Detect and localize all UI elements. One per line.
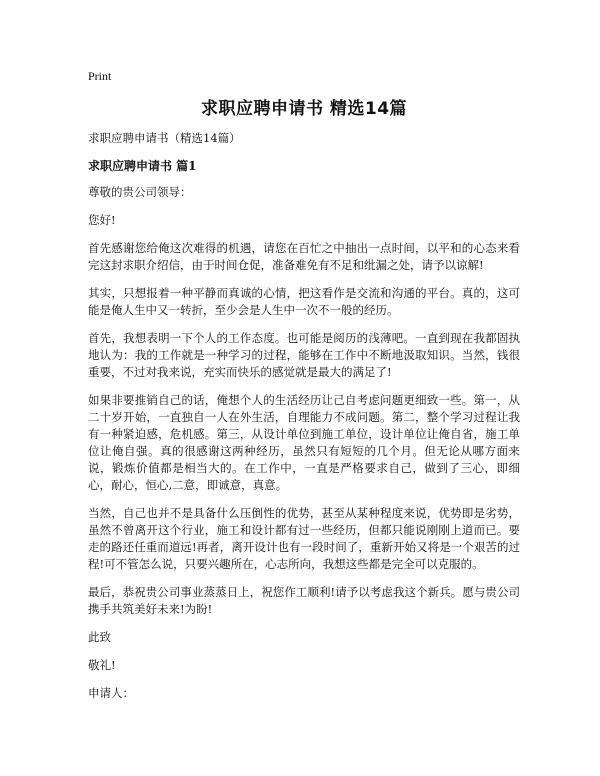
document-title: 求职应聘申请书 精选14篇: [200, 99, 408, 119]
print-label: Print: [88, 69, 112, 83]
greeting: 您好!: [88, 213, 116, 227]
document-page: [88, 68, 520, 713]
body-paragraph: 如果非要推销自己的话，俺想个人的生活经历让己自考虑问题更细致一些。第一，从二十岁开始，一直独自一人在外生活，自理能力不成问题。第二，整个学习过程让我有一种紧迫感，危机感。第三，从设计单位到施工单位，设计单位让俺自省，施工单位让俺自强。真的很感谢这两种经历，虽然只有短短的几个月。但无论从哪方面来说，锻炼价值都是相当大的。在工作中，一直是严格要求自己，做到了三心，即细心，耐心，恒心,二意，即诚意，真意。: [88, 393, 520, 492]
closing-salute: 敬礼!: [88, 658, 116, 672]
body-paragraph: 当然，自己也并不是具备什么压倒性的优势，甚至从某种程度来说，优势即是劣势，虽然不曾离开这个行业，施工和设计都有过一些经历，但都只能说刚刚上道而已。要走的路还任重而道远!再者，离开设计也有一段时间了，重新开始又将是一个艰苦的过程!可不管怎么说，只要兴趣所在，心志所向，我想这些都是完全可以克服的。: [88, 506, 520, 571]
body-paragraph: 首先感谢您给俺这次难得的机遇，请您在百忙之中抽出一点时间，以平和的心态来看完这封求职介绍信，由于时间仓促，准备难免有不足和纰漏之处，请予以谅解!: [88, 241, 520, 272]
section-heading: 求职应聘申请书 篇1: [88, 159, 197, 173]
body-paragraph: 最后，恭祝贵公司事业蒸蒸日上，祝您作工顺利!请予以考虑我这个新兵。愿与贵公司携手共筑美好未来!为盼!: [88, 585, 520, 616]
body-paragraph: 其实，只想报着一种平静而真诚的心情，把这看作是交流和沟通的平台。真的，这可能是俺人生中又一转折，至少会是人生中一次不一般的经历。: [88, 286, 520, 317]
body-paragraph: 首先，我想表明一下个人的工作态度。也可能是阅历的浅薄吧。一直到现在我都固执地认为：我的工作就是一种学习的过程，能够在工作中不断地汲取知识。当然，钱很重要，不过对我来说，充实而快乐的感觉就是最大的满足了!: [88, 331, 520, 379]
signature-line: 申请人：: [88, 686, 134, 700]
document-subtitle: 求职应聘申请书（精选14篇）: [88, 131, 241, 145]
salutation: 尊敬的贵公司领导：: [88, 185, 192, 199]
closing-line: 此致: [88, 630, 111, 644]
